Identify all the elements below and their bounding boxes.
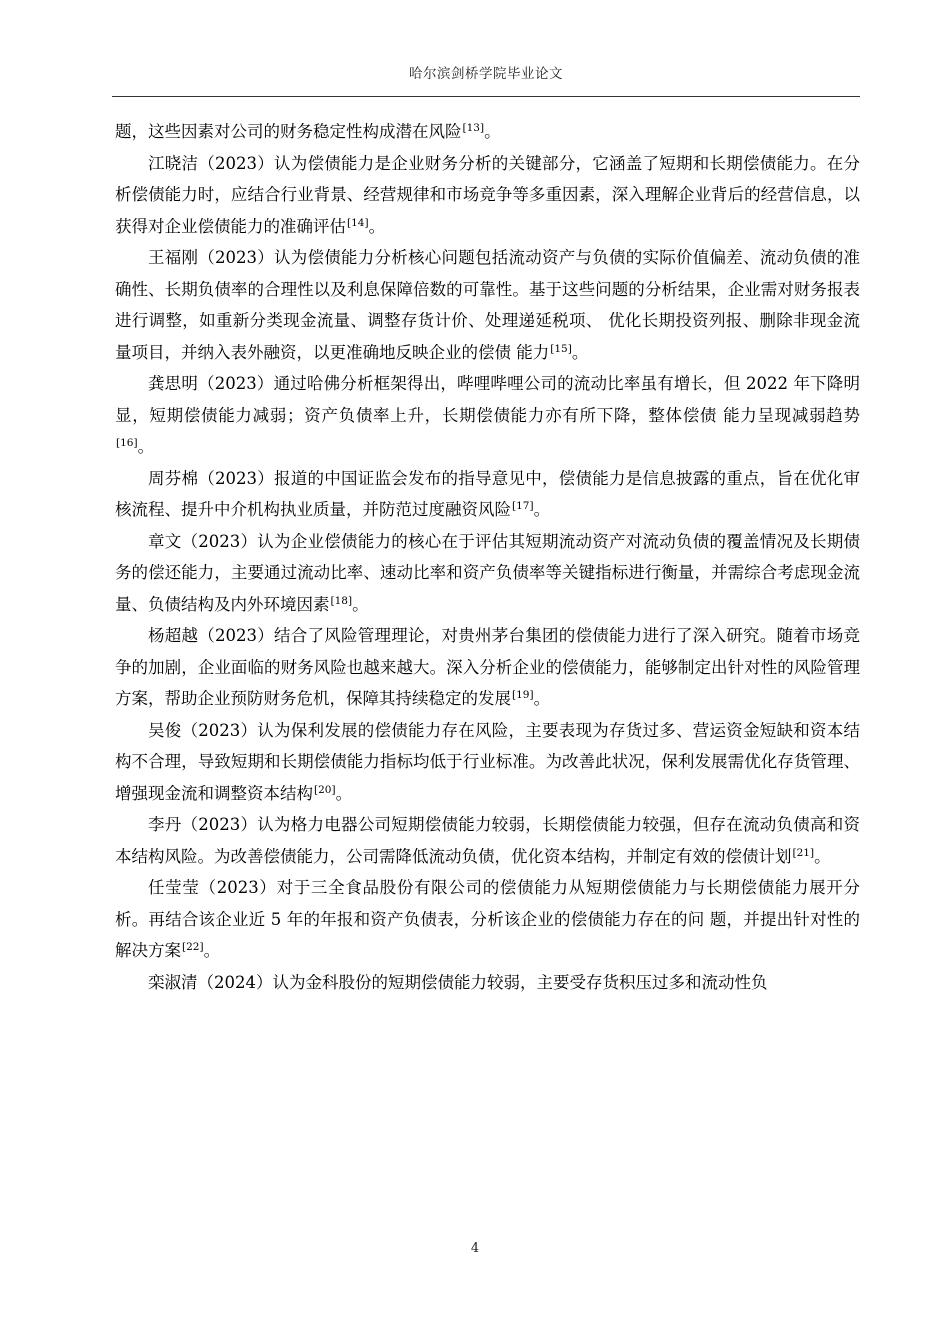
citation-marker: [20] — [314, 783, 336, 796]
paragraph-end: 。 — [533, 689, 551, 708]
paragraph-10 — [115, 872, 860, 967]
header-divider — [112, 96, 860, 97]
paragraph-9 — [115, 809, 860, 872]
paragraph-text: 王福刚（2023）认为偿债能力分析核心问题包括流动资产与负债的实际价值偏差、流动负债的准确性、长期负债率的合理性以及利息保障倍数的可靠性。基于这些问题的分析结果，企业需对财务报表进行调整，如重新分类现金流量、调整存货计价、处理递延税项、 优化长期投资列报、删除非现金流量项目，并纳入表外融资，以更准确地反映企业的偿债 能力 — [115, 248, 860, 362]
paragraph-end: 。 — [533, 500, 551, 519]
paragraph-end: 。 — [352, 594, 369, 614]
paragraph-end: 。 — [368, 216, 386, 236]
paragraph-text: 龚思明（2023）通过哈佛分析框架得出，哔哩哔哩公司的流动比率虽有增长，但 2022 年下降明显，短期偿债能力减弱；资产负债率上升，长期偿债能力亦有所下降，整体偿债 能力呈现减弱趋势 — [115, 374, 860, 425]
paragraph-text: 江晓洁（2023）认为偿债能力是企业财务分析的关键部分，它涵盖了短期和长期偿债能力。在分析偿债能力时，应结合行业背景、经营规律和市场竞争等多重因素，深入理解企业背后的经营信息，以获得对企业偿债能力的准确评估 — [115, 153, 860, 236]
paragraph-4 — [115, 368, 860, 463]
paragraph-text: 章文（2023）认为企业偿债能力的核心在于评估其短期流动资产对流动负债的覆盖情况及长期债务的偿还能力，主要通过流动比率、速动比率和资产负债率等关键指标进行衡量，并需综合考虑现金流量、负债结构及内外环境因素 — [115, 531, 860, 614]
paragraph-text: 杨超越（2023）结合了风险管理理论，对贵州茅台集团的偿债能力进行了深入研究。随着市场竞争的加剧，企业面临的财务风险也越来越大。深入分析企业的偿债能力，能够制定出针对性的风险管理方案，帮助企业预防财务危机，保障其持续稳定的发展 — [115, 626, 860, 708]
citation-marker: [19] — [512, 689, 534, 701]
body-text — [115, 116, 860, 998]
citation-marker: [22] — [182, 941, 204, 953]
paragraph-8 — [115, 715, 860, 810]
citation-marker: [17] — [512, 500, 534, 512]
citation-marker: [13] — [462, 122, 485, 134]
paragraph-text: 李丹（2023）认为格力电器公司短期偿债能力较弱，长期偿债能力较强，但存在流动负债高和资本结构风险。为改善偿债能力，公司需降低流动负债，优化资本结构，并制定有效的偿债计划 — [115, 815, 860, 866]
paragraph-end: 。 — [203, 941, 221, 960]
paragraph-end: 。 — [571, 342, 589, 362]
citation-marker: [16] — [116, 437, 138, 449]
citation-marker: [18] — [330, 594, 353, 607]
citation-marker: [15] — [550, 342, 572, 355]
paragraph-2 — [115, 148, 860, 243]
citation-marker: [14] — [347, 216, 369, 229]
page-header-title: 哈尔滨剑桥学院毕业论文 — [409, 66, 563, 82]
paragraph-text: 栾淑清（2024）认为金科股份的短期偿债能力较弱，主要受存货积压过多和流动性负 — [148, 972, 768, 992]
paragraph-end: 。 — [335, 783, 353, 803]
paragraph-text: 题，这些因素对公司的财务稳定性构成潜在风险 — [115, 122, 462, 141]
paragraph-11 — [115, 967, 860, 999]
paragraph-7 — [115, 620, 860, 715]
paragraph-end: 。 — [814, 846, 831, 866]
paragraph-1 — [115, 116, 860, 148]
citation-marker: [21] — [792, 846, 815, 859]
paragraph-text: 任莹莹（2023）对于三全食品股份有限公司的偿债能力从短期偿债能力与长期偿债能力展开分析。再结合该企业近 5 年的年报和资产负债表，分析该企业的偿债能力存在的问 题，并提出针对性的解决方案 — [115, 878, 860, 960]
paragraph-3 — [115, 242, 860, 368]
paragraph-6 — [115, 526, 860, 621]
paragraph-end: 。 — [484, 122, 501, 141]
paragraph-5 — [115, 463, 860, 526]
page-number: 4 — [470, 1241, 480, 1256]
paragraph-text: 周芬棉（2023）报道的中国证监会发布的指导意见中，偿债能力是信息披露的重点，旨在优化审核流程、提升中介机构执业质量，并防范过度融资风险 — [115, 468, 860, 519]
paragraph-end: 。 — [137, 437, 155, 456]
paragraph-text: 吴俊（2023）认为保利发展的偿债能力存在风险，主要表现为存货过多、营运资金短缺和资本结构不合理，导致短期和长期偿债能力指标均低于行业标准。为改善此状况，保利发展需优化存货管理、增强现金流和调整资本结构 — [115, 720, 860, 803]
